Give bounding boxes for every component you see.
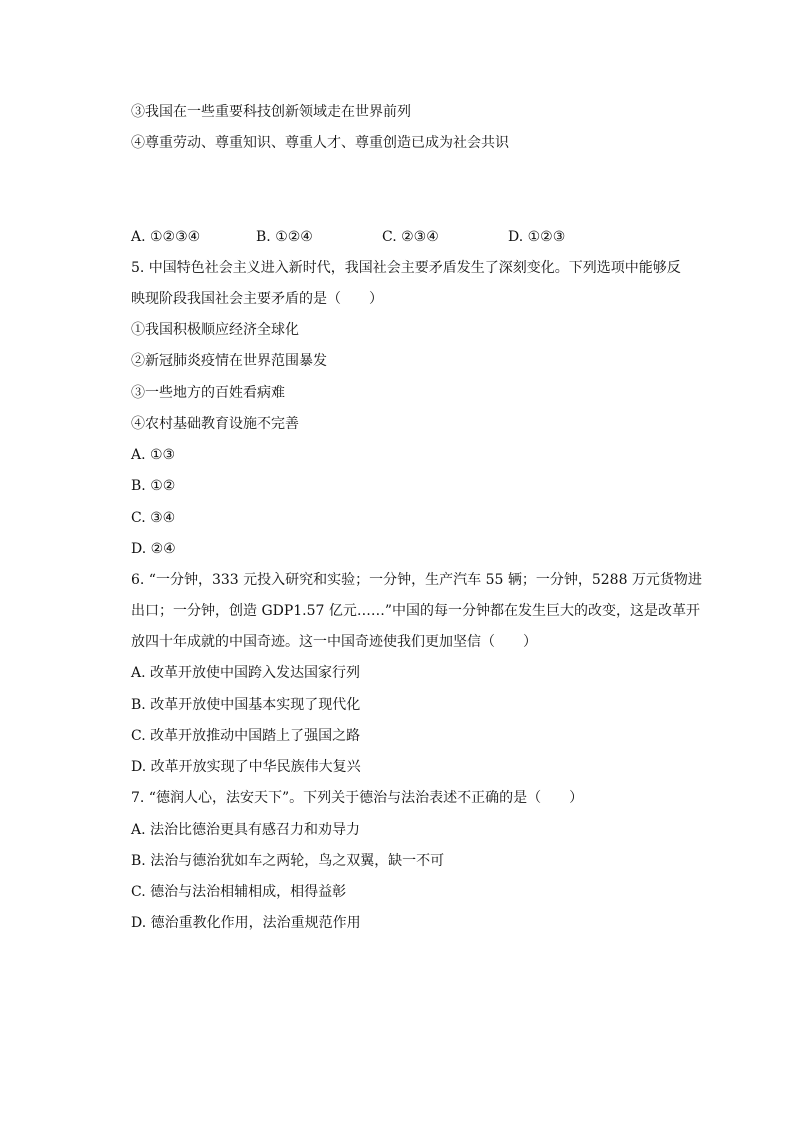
q5-statement-1: ①我国积极顺应经济全球化 (131, 322, 299, 338)
q7-option-b: B. 法治与德治犹如车之两轮，鸟之双翼，缺一不可 (131, 853, 445, 869)
q5-option-b: B. ①② (131, 478, 176, 494)
q7-option-d: D. 德治重教化作用，法治重规范作用 (131, 915, 361, 931)
q6-stem-line-3: 放四十年成就的中国奇迹。这一中国奇迹使我们更加坚信（ ） (131, 634, 537, 650)
q6-option-c: C. 改革开放推动中国踏上了强国之路 (131, 728, 361, 744)
q5-statement-4: ④农村基础教育设施不完善 (131, 416, 299, 432)
q5-stem-line-1: 5. 中国特色社会主义进入新时代，我国社会主要矛盾发生了深刻变化。下列选项中能够反 (131, 260, 681, 276)
q5-option-d: D. ②④ (131, 541, 176, 557)
statement-4: ④尊重劳动、尊重知识、尊重人才、尊重创造已成为社会共识 (131, 135, 509, 151)
q6-stem-line-2: 出口；一分钟，创造 GDP1.57 亿元……”中国的每一分钟都在发生巨大的改变，这是改革开 (131, 603, 701, 619)
q5-option-c: C. ③④ (131, 510, 176, 526)
q6-option-b: B. 改革开放使中国基本实现了现代化 (131, 697, 361, 713)
option-c: C. ②③④ (382, 229, 439, 245)
q6-option-d: D. 改革开放实现了中华民族伟大复兴 (131, 759, 361, 775)
option-a: A. ①②③④ (131, 229, 201, 245)
statement-3: ③我国在一些重要科技创新领域走在世界前列 (131, 104, 411, 120)
q7-option-c: C. 德治与法治相辅相成，相得益彰 (131, 884, 347, 900)
q7-stem-line-1: 7. “德润人心，法安天下”。下列关于德治与法治表述不正确的是（ ） (131, 790, 584, 806)
option-d: D. ①②③ (508, 229, 566, 245)
q6-stem-line-1: 6. “一分钟，333 元投入研究和实验；一分钟，生产汽车 55 辆；一分钟，5288 万元货物进 (131, 572, 702, 588)
q5-statement-2: ②新冠肺炎疫情在世界范围暴发 (131, 353, 327, 369)
prev-question-options (131, 228, 691, 246)
q5-option-a: A. ①③ (131, 447, 176, 463)
q6-option-a: A. 改革开放使中国跨入发达国家行列 (131, 665, 361, 681)
option-b: B. ①②④ (256, 229, 313, 245)
q7-option-a: A. 法治比德治更具有感召力和劝导力 (131, 822, 361, 838)
q5-statement-3: ③一些地方的百姓看病难 (131, 385, 285, 401)
q5-stem-line-2: 映现阶段我国社会主要矛盾的是（ ） (131, 291, 383, 307)
